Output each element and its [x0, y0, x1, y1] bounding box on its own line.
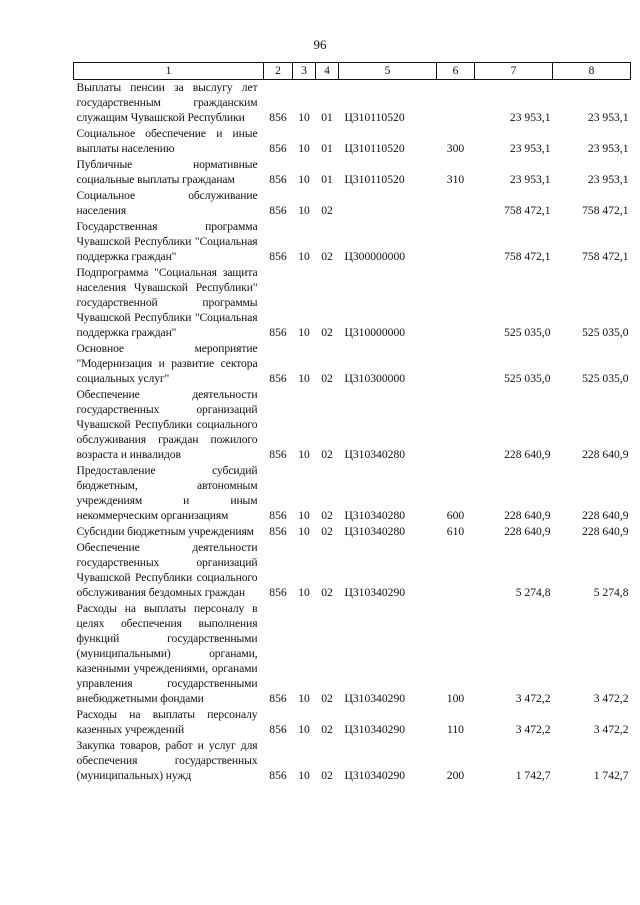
- row-target-article: Ц310300000: [344, 372, 406, 385]
- row-expense-type: 100: [446, 692, 465, 705]
- row-ministry-code: 856: [269, 204, 287, 217]
- row-amount-year2: 758 472,1: [582, 250, 629, 263]
- row-subsection: 02: [321, 204, 333, 217]
- table-row: [74, 265, 631, 341]
- row-subsection: 01: [321, 142, 333, 155]
- header-cell: 2: [264, 63, 293, 80]
- row-subsection: 02: [321, 509, 333, 522]
- header-cell: 3: [293, 63, 316, 80]
- row-section: 10: [298, 525, 310, 538]
- row-amount-year1: 23 953,1: [509, 173, 551, 186]
- table-body: [74, 80, 631, 785]
- row-section: 10: [298, 372, 310, 385]
- row-amount-year2: 3 472,2: [593, 692, 629, 705]
- row-name: Расходы на выплаты персоналу в целях обеспечения выполнения функций государственными (муниципальными) органами, казенными учреждениями, органами управления государственными внебюджетными фондами: [76, 602, 258, 705]
- row-subsection: 02: [321, 723, 333, 736]
- row-amount-year2: 228 640,9: [582, 509, 629, 522]
- row-ministry-code: 856: [269, 586, 287, 599]
- row-target-article: Ц300000000: [344, 250, 406, 263]
- row-amount-year2: 525 035,0: [582, 372, 629, 385]
- table-row: [74, 463, 631, 524]
- row-amount-year2: 525 035,0: [582, 326, 629, 339]
- row-subsection: 02: [321, 525, 333, 538]
- table-row: [74, 341, 631, 387]
- header-cell: 7: [475, 63, 553, 80]
- row-ministry-code: 856: [269, 173, 287, 186]
- table-row: [74, 601, 631, 707]
- table-row: [74, 524, 631, 540]
- row-name: Выплаты пенсии за выслугу лет государственным гражданским служащим Чувашской Республики: [76, 81, 258, 124]
- table-row: [74, 80, 631, 127]
- budget-table: [73, 62, 631, 784]
- row-section: 10: [298, 250, 310, 263]
- header-cell: 4: [316, 63, 339, 80]
- row-ministry-code: 856: [269, 769, 287, 782]
- row-target-article: Ц310000000: [344, 326, 406, 339]
- row-expense-type: 310: [446, 173, 465, 186]
- row-section: 10: [298, 173, 310, 186]
- row-ministry-code: 856: [269, 111, 287, 124]
- row-amount-year2: 5 274,8: [593, 586, 629, 599]
- row-amount-year2: 1 742,7: [593, 769, 629, 782]
- row-section: 10: [298, 142, 310, 155]
- row-name: Подпрограмма "Социальная защита населения Чувашской Республики" государственной программы Чувашской Республики "Социальная поддержка граждан": [76, 266, 258, 339]
- row-expense-type: 200: [446, 769, 465, 782]
- row-subsection: 01: [321, 111, 333, 124]
- header-cell: 5: [339, 63, 437, 80]
- table-row: [74, 540, 631, 601]
- table-row: [74, 707, 631, 738]
- row-section: 10: [298, 769, 310, 782]
- row-subsection: 02: [321, 448, 333, 461]
- row-subsection: 01: [321, 173, 333, 186]
- row-subsection: 02: [321, 250, 333, 263]
- row-name: Закупка товаров, работ и услуг для обеспечения государственных (муниципальных) нужд: [76, 739, 258, 782]
- row-name: Обеспечение деятельности государственных организаций Чувашской Республики социального обслуживания граждан пожилого возраста и инвалидов: [76, 388, 258, 461]
- row-amount-year2: 228 640,9: [582, 525, 629, 538]
- row-subsection: 02: [321, 326, 333, 339]
- row-subsection: 02: [321, 586, 333, 599]
- table-row: [74, 738, 631, 784]
- header-cell: 8: [553, 63, 631, 80]
- row-target-article: [339, 188, 437, 219]
- row-section: 10: [298, 326, 310, 339]
- row-section: 10: [298, 723, 310, 736]
- row-expense-type: [437, 219, 475, 265]
- header-cell: 6: [437, 63, 475, 80]
- row-expense-type: 110: [447, 723, 464, 736]
- row-target-article: Ц310110520: [344, 111, 405, 124]
- row-ministry-code: 856: [269, 723, 287, 736]
- row-name: Расходы на выплаты персоналу казенных учреждений: [76, 708, 258, 736]
- row-section: 10: [298, 692, 310, 705]
- header-cell: 1: [74, 63, 264, 80]
- row-amount-year2: 758 472,1: [582, 204, 629, 217]
- row-target-article: Ц310340290: [344, 586, 406, 599]
- row-subsection: 02: [321, 769, 333, 782]
- row-expense-type: [437, 188, 475, 219]
- row-target-article: Ц310340290: [344, 692, 406, 705]
- row-amount-year1: 228 640,9: [504, 509, 551, 522]
- row-expense-type: 600: [446, 509, 465, 522]
- row-expense-type: 610: [446, 525, 465, 538]
- row-amount-year1: 3 472,2: [515, 723, 551, 736]
- row-ministry-code: 856: [269, 509, 287, 522]
- row-subsection: 02: [321, 692, 333, 705]
- row-expense-type: [437, 80, 475, 127]
- row-ministry-code: 856: [269, 142, 287, 155]
- row-target-article: Ц310340280: [344, 525, 406, 538]
- row-target-article: Ц310110520: [344, 173, 405, 186]
- table-row: [74, 219, 631, 265]
- row-amount-year2: 3 472,2: [593, 723, 629, 736]
- row-amount-year1: 3 472,2: [515, 692, 551, 705]
- row-amount-year2: 23 953,1: [587, 142, 629, 155]
- row-amount-year2: 23 953,1: [587, 111, 629, 124]
- row-target-article: Ц310110520: [344, 142, 405, 155]
- table-row: [74, 188, 631, 219]
- row-expense-type: [437, 265, 475, 341]
- page-number: 96: [313, 37, 327, 52]
- row-amount-year1: 525 035,0: [504, 326, 551, 339]
- row-section: 10: [298, 448, 310, 461]
- table-row: [74, 126, 631, 157]
- row-amount-year1: 23 953,1: [509, 111, 551, 124]
- header-row: [74, 63, 631, 80]
- row-ministry-code: 856: [269, 525, 287, 538]
- row-ministry-code: 856: [269, 326, 287, 339]
- row-name: Государственная программа Чувашской Республики "Социальная поддержка граждан": [76, 220, 258, 263]
- row-name: Социальное обеспечение и иные выплаты населению: [76, 127, 258, 155]
- row-section: 10: [298, 204, 310, 217]
- row-amount-year1: 5 274,8: [515, 586, 551, 599]
- row-name: Предоставление субсидий бюджетным, автономным учреждениям и иным некоммерческим организациям: [76, 464, 258, 522]
- row-section: 10: [298, 586, 310, 599]
- row-expense-type: 300: [446, 142, 465, 155]
- row-name: Основное мероприятие "Модернизация и развитие сектора социальных услуг": [76, 342, 258, 385]
- row-target-article: Ц310340290: [344, 723, 406, 736]
- table-row: [74, 157, 631, 188]
- row-amount-year2: 228 640,9: [582, 448, 629, 461]
- row-amount-year2: 23 953,1: [587, 173, 629, 186]
- row-amount-year1: 758 472,1: [504, 204, 551, 217]
- row-section: 10: [298, 111, 310, 124]
- row-amount-year1: 228 640,9: [504, 525, 551, 538]
- row-name: Публичные нормативные социальные выплаты гражданам: [76, 158, 258, 186]
- row-name: Субсидии бюджетным учреждениям: [76, 525, 254, 538]
- row-amount-year1: 758 472,1: [504, 250, 551, 263]
- row-subsection: 02: [321, 372, 333, 385]
- row-amount-year1: 23 953,1: [509, 142, 551, 155]
- row-name: Обеспечение деятельности государственных организаций Чувашской Республики социального обслуживания бездомных граждан: [76, 541, 258, 599]
- row-ministry-code: 856: [269, 372, 287, 385]
- row-amount-year1: 228 640,9: [504, 448, 551, 461]
- row-section: 10: [298, 509, 310, 522]
- row-ministry-code: 856: [269, 692, 287, 705]
- row-target-article: Ц310340290: [344, 769, 406, 782]
- row-ministry-code: 856: [269, 250, 287, 263]
- row-name: Социальное обслуживание населения: [76, 189, 258, 217]
- table-row: [74, 387, 631, 463]
- row-target-article: Ц310340280: [344, 509, 406, 522]
- row-target-article: Ц310340280: [344, 448, 406, 461]
- row-expense-type: [437, 387, 475, 463]
- row-ministry-code: 856: [269, 448, 287, 461]
- row-amount-year1: 525 035,0: [504, 372, 551, 385]
- row-amount-year1: 1 742,7: [515, 769, 551, 782]
- row-expense-type: [437, 341, 475, 387]
- row-expense-type: [437, 540, 475, 601]
